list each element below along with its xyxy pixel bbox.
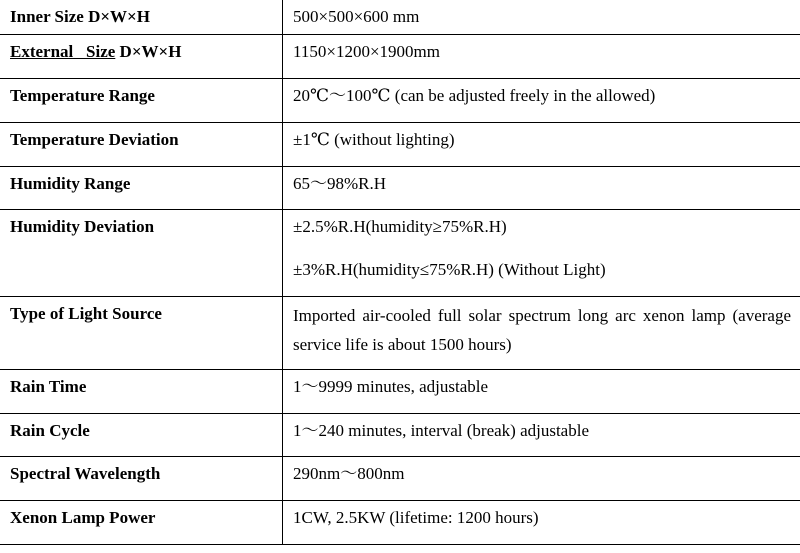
spec-value: 500×500×600 mm (293, 7, 420, 26)
spec-label: Inner Size D×W×H (10, 7, 150, 26)
spec-value-cell (283, 414, 800, 457)
table-row (0, 457, 800, 501)
table-row (0, 123, 800, 167)
spec-value-cell (283, 0, 800, 35)
spec-value-cell (283, 79, 800, 123)
spec-value-cell (283, 123, 800, 167)
spec-label-cell (0, 414, 283, 457)
spec-label: D×W×H (115, 42, 182, 61)
spec-label: Rain Cycle (10, 421, 90, 440)
table-row (0, 167, 800, 210)
spec-value: Imported air-cooled full solar spectrum long arc xenon lamp (average service life is about 1500 hours) (293, 306, 791, 354)
spec-value: ±2.5%R.H(humidity≥75%R.H) (293, 217, 507, 236)
spec-label-cell (0, 297, 283, 370)
spec-label-cell (0, 123, 283, 167)
table-row (0, 297, 800, 370)
spec-label-underlined: External Size (10, 42, 116, 61)
spec-value: ±1℃ (without lighting) (293, 130, 455, 149)
spec-value: 1CW, 2.5KW (lifetime: 1200 hours) (293, 508, 539, 527)
spec-label-cell (0, 501, 283, 545)
spec-value: ±3%R.H(humidity≤75%R.H) (Without Light) (293, 260, 606, 279)
spec-value: 20℃～100℃ (can be adjusted freely in the allowed) (293, 86, 656, 105)
spec-label: Humidity Range (10, 174, 131, 193)
spec-label-cell (0, 370, 283, 414)
spec-value: 1～240 minutes, interval (break) adjustable (293, 421, 589, 440)
spec-value-cell (283, 35, 800, 79)
spec-label: Temperature Range (10, 86, 155, 105)
spec-value-cell (283, 501, 800, 545)
spec-value-cell (283, 370, 800, 414)
spec-value: 1150×1200×1900mm (293, 42, 440, 61)
spec-label: Temperature Deviation (10, 130, 179, 149)
spec-label: Type of Light Source (10, 304, 162, 323)
spec-label-cell (0, 210, 283, 297)
spec-label: Humidity Deviation (10, 217, 155, 236)
spec-value: 1～9999 minutes, adjustable (293, 377, 489, 396)
spec-label-cell (0, 35, 283, 79)
spec-label: Rain Time (10, 377, 87, 396)
spec-label-cell (0, 0, 283, 35)
spec-value-cell (283, 167, 800, 210)
spec-value: 290nm～800nm (293, 464, 405, 483)
spec-label: Spectral Wavelength (10, 464, 161, 483)
spec-value-cell (283, 210, 800, 297)
spec-value-cell (283, 457, 800, 501)
spec-label-cell (0, 457, 283, 501)
spec-label-cell (0, 79, 283, 123)
table-row (0, 414, 800, 457)
spec-value: 65～98%R.H (293, 174, 387, 193)
table-row (0, 0, 800, 35)
table-row (0, 79, 800, 123)
spec-value-cell (283, 297, 800, 370)
table-row (0, 210, 800, 297)
spec-label: Xenon Lamp Power (10, 508, 156, 527)
table-row (0, 35, 800, 79)
table-row (0, 501, 800, 545)
table-row (0, 370, 800, 414)
spec-label-cell (0, 167, 283, 210)
